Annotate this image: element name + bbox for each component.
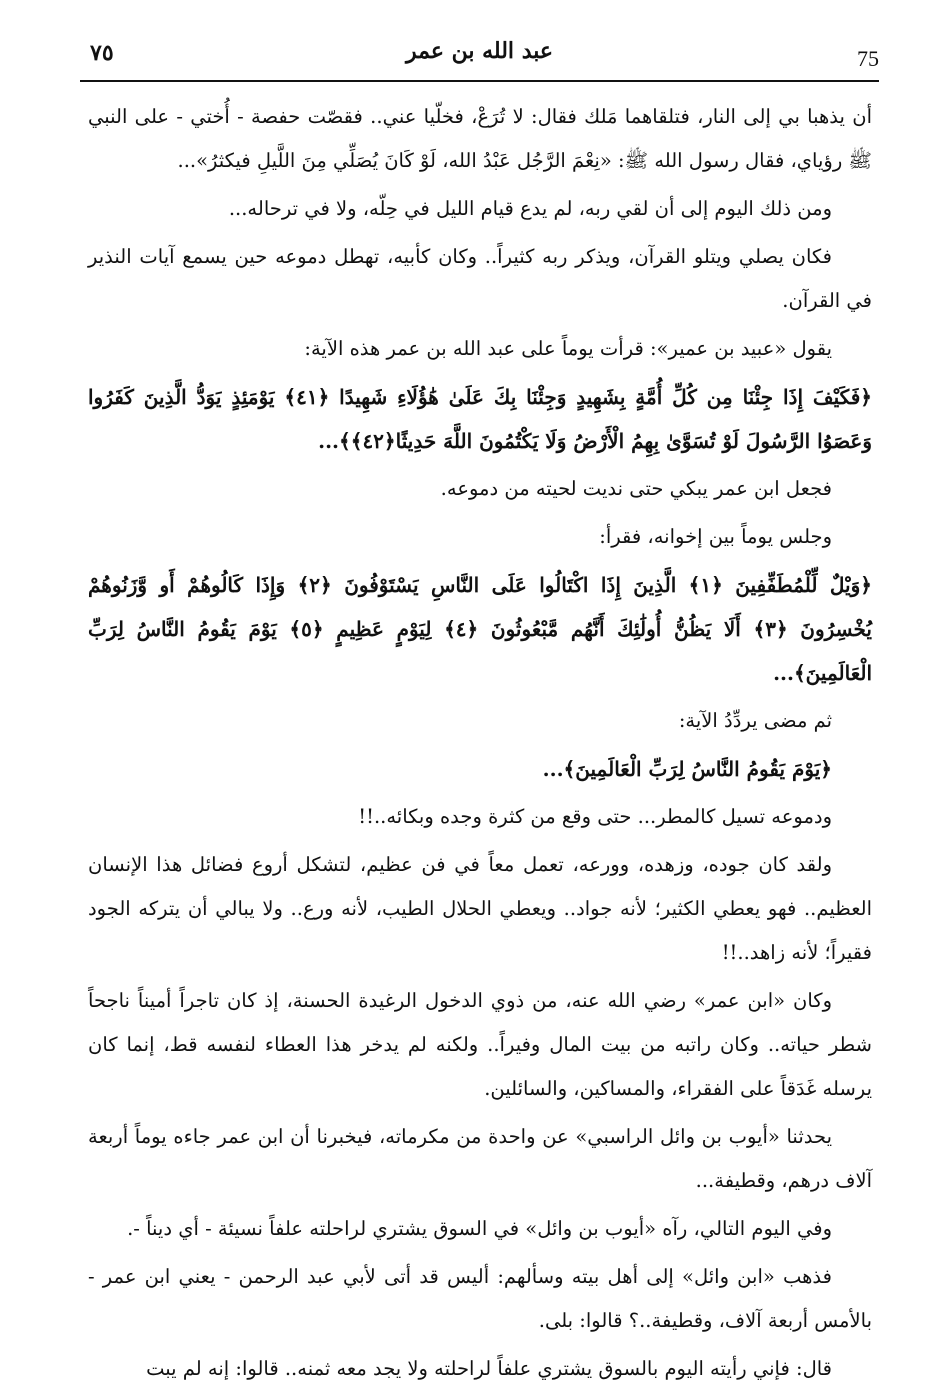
paragraph: يقول «عبيد بن عمير»: قرأت يوماً على عبد الله بن عمر هذه الآية: bbox=[304, 337, 832, 360]
paragraph: أن يذهبا بي إلى النار، فتلقاهما مَلك فقال: لا تُرَعْ، فخلّيا عني.. فقصّت حفصة - أُختي - على النبي ﷺ رؤياي، فقال رسول الله ﷺ: «نِعْمَ الرَّجُل عَبْدُ الله، لَوْ كَانَ يُصَلِّي مِنَ اللَّيلِ فيكثرُ»... bbox=[88, 105, 872, 172]
paragraph: وكان «ابن عمر» رضي الله عنه، من ذوي الدخول الرغيدة الحسنة، إذ كان تاجراً أميناً ناجحاً شطر حياته.. وكان راتبه من بيت المال وفيراً.. ولكنه لم يدخر هذا العطاء لنفسه قط، إنما كان يرسله غَدَقاً على الفقراء، والمساكين، والسائلين. bbox=[88, 989, 872, 1100]
paragraph: فذهب «ابن وائل» إلى أهل بيته وسألهم: أليس قد أتى لأبي عبد الرحمن - يعني ابن عمر - بالأمس أربعة آلاف، وقطيفة..؟ قالوا: بلى. bbox=[88, 1265, 872, 1332]
paragraph: فجعل ابن عمر يبكي حتى نديت لحيته من دموعه. bbox=[440, 477, 832, 500]
paragraph: وجلس يوماً بين إخوانه، فقرأ: bbox=[599, 525, 832, 548]
paragraph: وفي اليوم التالي، رآه «أيوب بن وائل» في السوق يشتري لراحلته علفاً نسيئة - أي ديناً -. bbox=[127, 1217, 832, 1240]
page-number-arabic: ٧٥ bbox=[90, 40, 114, 66]
paragraph: يحدثنا «أيوب بن وائل الراسبي» عن واحدة من مكرماته، فيخبرنا أن ابن عمر جاءه يوماً أربعة آلاف درهم، وقطيفة... bbox=[88, 1125, 872, 1192]
paragraph: ومن ذلك اليوم إلى أن لقي ربه، لم يدع قيام الليل في حِلّه، ولا في ترحاله... bbox=[228, 197, 832, 220]
running-title: عبد الله بن عمر bbox=[405, 38, 554, 64]
quran-verse: ﴿وَيْلٌ لِّلْمُطَفِّفِينَ ﴿١﴾ الَّذِينَ إِذَا اكْتَالُوا عَلَى النَّاسِ يَسْتَوْفُونَ ﴿٢﴾ وَإِذَا كَالُوهُمْ أَو وَّزَنُوهُمْ يُخْسِرُونَ ﴿٣﴾ أَلَا يَظُنُّ أُولَٰئِكَ أَنَّهُم مَّبْعُوثُونَ ﴿٤﴾ لِيَوْمٍ عَظِيمٍ ﴿٥﴾ يَوْمَ يَقُومُ النَّاسُ لِرَبِّ الْعَالَمِينَ﴾... bbox=[88, 573, 873, 685]
quran-verse: ﴿فَكَيْفَ إِذَا جِئْنَا مِن كُلِّ أُمَّةٍ بِشَهِيدٍ وَجِئْنَا بِكَ عَلَىٰ هَٰؤُلَاءِ شَهِيدًا ﴿٤١﴾ يَوْمَئِذٍ يَوَدُّ الَّذِينَ كَفَرُوا وَعَصَوُا الرَّسُولَ لَوْ تُسَوَّىٰ بِهِمُ الْأَرْضُ وَلَا يَكْتُمُونَ اللَّهَ حَدِيثًا﴿٤٢﴾﴾... bbox=[88, 385, 872, 453]
page-header bbox=[80, 30, 879, 70]
paragraph: قال: فإني رأيته اليوم بالسوق يشتري علفاً لراحلته ولا يجد معه ثمنه.. قالوا: إنه لم يبت bbox=[146, 1357, 832, 1380]
page-number-latin: 75 bbox=[857, 46, 879, 71]
paragraph: ودموعه تسيل كالمطر... حتى وقع من كثرة وجده وبكائه..!! bbox=[358, 805, 832, 828]
header-rule bbox=[80, 80, 879, 82]
paragraph: ثم مضى يردِّدُ الآية: bbox=[678, 709, 832, 732]
paragraph: ولقد كان جوده، وزهده، وورعه، تعمل معاً في فن عظيم، لتشكل أروع فضائل هذا الإنسان العظيم.. فهو يعطي الكثير؛ لأنه جواد.. ويعطي الحلال الطيب، لأنه ورع.. ولا يبالي أن يتركه الجود فقيراً؛ لأنه زاهد..!! bbox=[88, 853, 872, 964]
body-text bbox=[88, 95, 872, 1395]
quran-verse: ﴿يَوْمَ يَقُومُ النَّاسُ لِرَبِّ الْعَالَمِينَ﴾... bbox=[542, 757, 832, 781]
paragraph: فكان يصلي ويتلو القرآن، ويذكر ربه كثيراً.. وكان كأبيه، تهطل دموعه حين يسمع آيات النذير في القرآن. bbox=[88, 245, 872, 312]
